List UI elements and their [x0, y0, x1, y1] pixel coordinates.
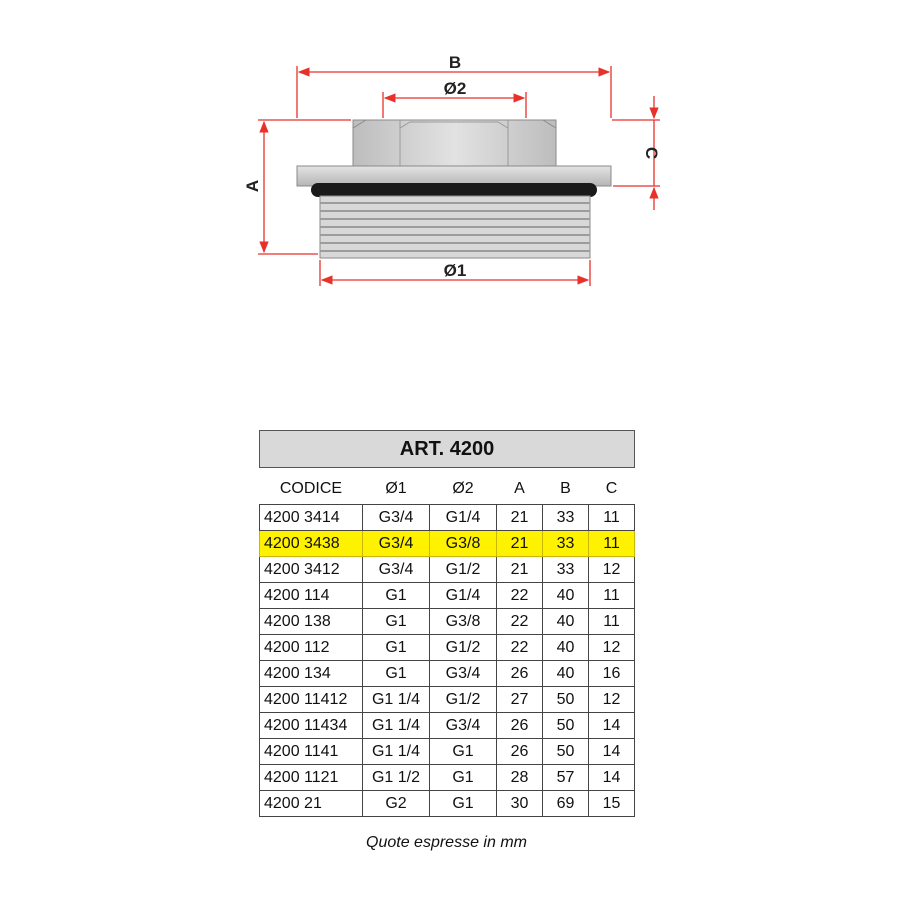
- table-cell: G1: [430, 739, 497, 765]
- dimension-d1-label: Ø1: [443, 261, 467, 280]
- table-row: [260, 687, 635, 713]
- column-header: CODICE: [279, 480, 343, 497]
- table-cell: G2: [363, 791, 430, 817]
- table-cell: 11: [589, 531, 635, 557]
- table-cell: 33: [543, 531, 589, 557]
- table-cell: 4200 134: [260, 661, 363, 687]
- table-cell: 40: [543, 583, 589, 609]
- table-cell: 14: [589, 765, 635, 791]
- table-cell: 12: [589, 557, 635, 583]
- table-cell: 28: [497, 765, 543, 791]
- table-cell: G1: [430, 765, 497, 791]
- table-cell: 4200 1121: [260, 765, 363, 791]
- table-title: ART. 4200: [260, 431, 635, 468]
- table-row: [260, 609, 635, 635]
- table-cell: 27: [497, 687, 543, 713]
- table-cell: G1: [363, 635, 430, 661]
- technical-drawing: [0, 0, 900, 420]
- table-cell: 4200 21: [260, 791, 363, 817]
- table-cell: G1/4: [430, 505, 497, 531]
- table-cell: 40: [543, 661, 589, 687]
- table-cell: 50: [543, 739, 589, 765]
- table-cell: G1/2: [430, 687, 497, 713]
- table-cell: 21: [497, 557, 543, 583]
- table-cell: 33: [543, 557, 589, 583]
- table-cell: 11: [589, 505, 635, 531]
- table-cell: 4200 3438: [260, 531, 363, 557]
- table-cell: 40: [543, 609, 589, 635]
- table-cell: 26: [497, 739, 543, 765]
- table-cell: 4200 3414: [260, 505, 363, 531]
- column-header: Ø1: [385, 480, 407, 497]
- table-row: [260, 557, 635, 583]
- table-cell: 26: [497, 661, 543, 687]
- table-cell: 26: [497, 713, 543, 739]
- column-header: A: [514, 480, 525, 497]
- table-cell: G3/4: [363, 531, 430, 557]
- table-cell: 4200 11434: [260, 713, 363, 739]
- table-cell: 30: [497, 791, 543, 817]
- table-cell: 21: [497, 505, 543, 531]
- table-cell: 12: [589, 635, 635, 661]
- table-cell: G3/4: [430, 661, 497, 687]
- hex-head: [353, 120, 556, 166]
- table-cell: G3/4: [363, 505, 430, 531]
- table-cell: 57: [543, 765, 589, 791]
- table-cell: 14: [589, 713, 635, 739]
- table-cell: G1/2: [430, 557, 497, 583]
- dimension-c-label: C: [642, 146, 661, 160]
- dimension-b-label: B: [448, 53, 462, 72]
- table-cell: G1 1/4: [363, 739, 430, 765]
- table-cell: G1/2: [430, 635, 497, 661]
- table-cell: 15: [589, 791, 635, 817]
- table-cell: G3/4: [363, 557, 430, 583]
- table-cell: 22: [497, 635, 543, 661]
- table-row: [260, 791, 635, 817]
- o-ring: [311, 183, 597, 197]
- table-cell: G1: [363, 661, 430, 687]
- dimension-a-label: A: [243, 179, 262, 193]
- table-cell: 4200 112: [260, 635, 363, 661]
- table-cell: 22: [497, 609, 543, 635]
- thread-lines: [320, 203, 590, 251]
- dimension-d2-label: Ø2: [443, 79, 467, 98]
- table-cell: G1 1/4: [363, 687, 430, 713]
- table-cell: G3/8: [430, 531, 497, 557]
- table-row: [260, 713, 635, 739]
- table-row: [260, 531, 635, 557]
- table-cell: 21: [497, 531, 543, 557]
- table-cell: G3/4: [430, 713, 497, 739]
- table-cell: 4200 3412: [260, 557, 363, 583]
- table-row: [260, 505, 635, 531]
- table-cell: G1 1/2: [363, 765, 430, 791]
- table-cell: 12: [589, 687, 635, 713]
- table-cell: 40: [543, 635, 589, 661]
- table-cell: 4200 1141: [260, 739, 363, 765]
- table-cell: 11: [589, 609, 635, 635]
- table-row: [260, 661, 635, 687]
- table-row: [260, 765, 635, 791]
- column-header: Ø2: [452, 480, 474, 497]
- units-note: Quote espresse in mm: [366, 834, 527, 851]
- table-cell: 50: [543, 687, 589, 713]
- dimensions-table: [259, 430, 635, 817]
- table-cell: 22: [497, 583, 543, 609]
- table-cell: 69: [543, 791, 589, 817]
- table-cell: 4200 114: [260, 583, 363, 609]
- table-cell: 4200 11412: [260, 687, 363, 713]
- table-cell: G1/4: [430, 583, 497, 609]
- table-cell: 11: [589, 583, 635, 609]
- column-header: B: [560, 480, 571, 497]
- table-cell: 4200 138: [260, 609, 363, 635]
- table-cell: 16: [589, 661, 635, 687]
- table-cell: 50: [543, 713, 589, 739]
- table-row: [260, 583, 635, 609]
- table-cell: G1: [363, 583, 430, 609]
- table-cell: G1 1/4: [363, 713, 430, 739]
- table-cell: 14: [589, 739, 635, 765]
- table-cell: G3/8: [430, 609, 497, 635]
- table-cell: 33: [543, 505, 589, 531]
- table-row: [260, 635, 635, 661]
- column-header: C: [605, 480, 618, 497]
- table-row: [260, 739, 635, 765]
- table-cell: G1: [363, 609, 430, 635]
- plug-drawing: [297, 120, 611, 258]
- table-cell: G1: [430, 791, 497, 817]
